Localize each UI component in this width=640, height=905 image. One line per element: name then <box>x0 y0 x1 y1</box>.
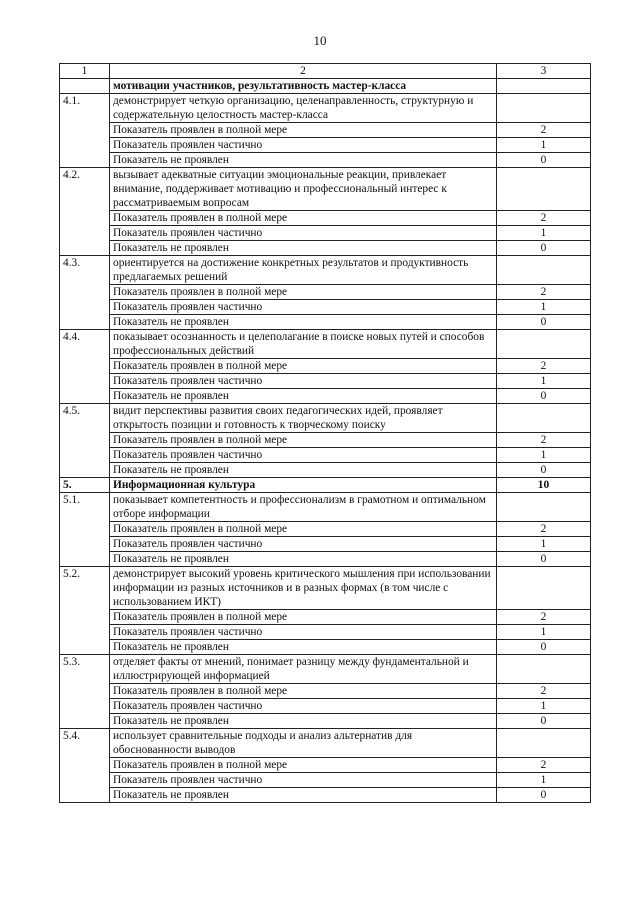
indicator-score: 2 <box>497 522 591 537</box>
indicator-score: 1 <box>497 625 591 640</box>
indicator-score: 2 <box>497 285 591 300</box>
criterion-row <box>60 168 591 211</box>
criterion-row <box>60 729 591 758</box>
indicator-score: 2 <box>497 684 591 699</box>
indicator-row <box>60 211 591 226</box>
indicator-score: 2 <box>497 610 591 625</box>
header-col-1: 1 <box>60 64 110 79</box>
indicator-score: 2 <box>497 211 591 226</box>
criterion-text: ориентируется на достижение конкретных результатов и продуктивность предлагаемых решений <box>110 256 497 285</box>
section-code: 5. <box>60 478 110 493</box>
indicator-label: Показатель проявлен частично <box>110 226 497 241</box>
indicator-label: Показатель проявлен в полной мере <box>110 522 497 537</box>
indicator-row <box>60 241 591 256</box>
section-row <box>60 478 591 493</box>
indicator-row <box>60 625 591 640</box>
criterion-code: 5.1. <box>60 493 110 567</box>
criterion-row <box>60 493 591 522</box>
indicator-label: Показатель проявлен частично <box>110 773 497 788</box>
criterion-score <box>497 330 591 359</box>
criterion-code: 5.3. <box>60 655 110 729</box>
criterion-text: отделяет факты от мнений, понимает разницу между фундаментальной и иллюстрирующей информацией <box>110 655 497 684</box>
indicator-score: 1 <box>497 699 591 714</box>
indicator-row <box>60 359 591 374</box>
criterion-text: вызывает адекватные ситуации эмоциональные реакции, привлекает внимание, поддерживает мотивацию и профессиональный интерес к рассматриваемым вопросам <box>110 168 497 211</box>
criterion-text: показывает осознанность и целеполагание в поиске новых путей и способов профессиональных действий <box>110 330 497 359</box>
indicator-row <box>60 123 591 138</box>
criterion-row <box>60 256 591 285</box>
criterion-code: 4.3. <box>60 256 110 330</box>
indicator-score: 2 <box>497 123 591 138</box>
indicator-label: Показатель не проявлен <box>110 714 497 729</box>
indicator-score: 0 <box>497 389 591 404</box>
criterion-score <box>497 256 591 285</box>
criterion-code: 4.1. <box>60 94 110 168</box>
indicator-label: Показатель не проявлен <box>110 788 497 803</box>
criterion-text: видит перспективы развития своих педагогических идей, проявляет открытость позиции и готовность к творческому поиску <box>110 404 497 433</box>
indicator-row <box>60 537 591 552</box>
continuation-code <box>60 79 110 94</box>
indicator-row <box>60 153 591 168</box>
indicator-row <box>60 463 591 478</box>
indicator-row <box>60 138 591 153</box>
criterion-score <box>497 404 591 433</box>
criterion-code: 4.4. <box>60 330 110 404</box>
indicator-row <box>60 226 591 241</box>
continuation-text: мотивации участников, результативность мастер-класса <box>110 79 497 94</box>
criterion-row <box>60 94 591 123</box>
section-title: Информационная культура <box>110 478 497 493</box>
indicator-row <box>60 374 591 389</box>
indicator-label: Показатель не проявлен <box>110 463 497 478</box>
header-col-3: 3 <box>497 64 591 79</box>
indicator-row <box>60 433 591 448</box>
indicator-label: Показатель проявлен частично <box>110 374 497 389</box>
criterion-row <box>60 655 591 684</box>
indicator-row <box>60 714 591 729</box>
indicator-row <box>60 300 591 315</box>
indicator-score: 0 <box>497 463 591 478</box>
criterion-score <box>497 729 591 758</box>
criterion-score <box>497 493 591 522</box>
criterion-row <box>60 404 591 433</box>
criterion-row <box>60 567 591 610</box>
indicator-label: Показатель проявлен частично <box>110 138 497 153</box>
indicator-score: 1 <box>497 226 591 241</box>
indicator-label: Показатель проявлен в полной мере <box>110 123 497 138</box>
indicator-row <box>60 522 591 537</box>
indicator-row <box>60 610 591 625</box>
indicator-row <box>60 552 591 567</box>
indicator-score: 2 <box>497 359 591 374</box>
indicator-score: 0 <box>497 714 591 729</box>
continuation-value <box>497 79 591 94</box>
indicator-label: Показатель проявлен частично <box>110 448 497 463</box>
indicator-score: 2 <box>497 433 591 448</box>
criterion-score <box>497 168 591 211</box>
indicator-score: 1 <box>497 537 591 552</box>
indicator-score: 1 <box>497 773 591 788</box>
indicator-score: 0 <box>497 153 591 168</box>
indicator-label: Показатель проявлен в полной мере <box>110 684 497 699</box>
indicator-score: 0 <box>497 640 591 655</box>
indicator-score: 0 <box>497 552 591 567</box>
section-total: 10 <box>497 478 591 493</box>
indicator-label: Показатель проявлен в полной мере <box>110 433 497 448</box>
criteria-table <box>59 63 591 803</box>
criterion-score <box>497 567 591 610</box>
indicator-row <box>60 788 591 803</box>
criterion-code: 5.2. <box>60 567 110 655</box>
indicator-label: Показатель проявлен частично <box>110 699 497 714</box>
criterion-text: показывает компетентность и профессионализм в грамотном и оптимальном отборе информации <box>110 493 497 522</box>
indicator-score: 1 <box>497 374 591 389</box>
indicator-label: Показатель проявлен частично <box>110 300 497 315</box>
indicator-row <box>60 773 591 788</box>
criterion-score <box>497 655 591 684</box>
indicator-score: 0 <box>497 315 591 330</box>
indicator-row <box>60 285 591 300</box>
indicator-label: Показатель проявлен в полной мере <box>110 211 497 226</box>
indicator-score: 2 <box>497 758 591 773</box>
indicator-row <box>60 758 591 773</box>
indicator-row <box>60 448 591 463</box>
indicator-row <box>60 684 591 699</box>
criterion-text: демонстрирует высокий уровень критического мышления при использовании информации из разных источников и в разных формах (в том числе с использованием ИКТ) <box>110 567 497 610</box>
indicator-row <box>60 315 591 330</box>
indicator-row <box>60 640 591 655</box>
indicator-label: Показатель не проявлен <box>110 315 497 330</box>
criterion-text: использует сравнительные подходы и анализ альтернатив для обоснованности выводов <box>110 729 497 758</box>
criterion-code: 5.4. <box>60 729 110 803</box>
indicator-label: Показатель не проявлен <box>110 552 497 567</box>
criterion-code: 4.2. <box>60 168 110 256</box>
indicator-label: Показатель не проявлен <box>110 153 497 168</box>
indicator-row <box>60 699 591 714</box>
criterion-code: 4.5. <box>60 404 110 478</box>
indicator-label: Показатель не проявлен <box>110 389 497 404</box>
indicator-label: Показатель проявлен частично <box>110 625 497 640</box>
criterion-score <box>497 94 591 123</box>
indicator-label: Показатель не проявлен <box>110 241 497 256</box>
indicator-score: 1 <box>497 138 591 153</box>
indicator-label: Показатель проявлен в полной мере <box>110 610 497 625</box>
indicator-score: 0 <box>497 788 591 803</box>
indicator-score: 1 <box>497 448 591 463</box>
indicator-label: Показатель проявлен частично <box>110 537 497 552</box>
indicator-score: 1 <box>497 300 591 315</box>
indicator-label: Показатель проявлен в полной мере <box>110 285 497 300</box>
continuation-row <box>60 79 591 94</box>
page-number: 10 <box>313 33 327 48</box>
table-header-row <box>60 64 591 79</box>
indicator-label: Показатель не проявлен <box>110 640 497 655</box>
criterion-row <box>60 330 591 359</box>
criterion-text: демонстрирует четкую организацию, целенаправленность, структурную и содержательную целостность мастер-класса <box>110 94 497 123</box>
indicator-label: Показатель проявлен в полной мере <box>110 359 497 374</box>
header-col-2: 2 <box>110 64 497 79</box>
indicator-score: 0 <box>497 241 591 256</box>
indicator-row <box>60 389 591 404</box>
indicator-label: Показатель проявлен в полной мере <box>110 758 497 773</box>
